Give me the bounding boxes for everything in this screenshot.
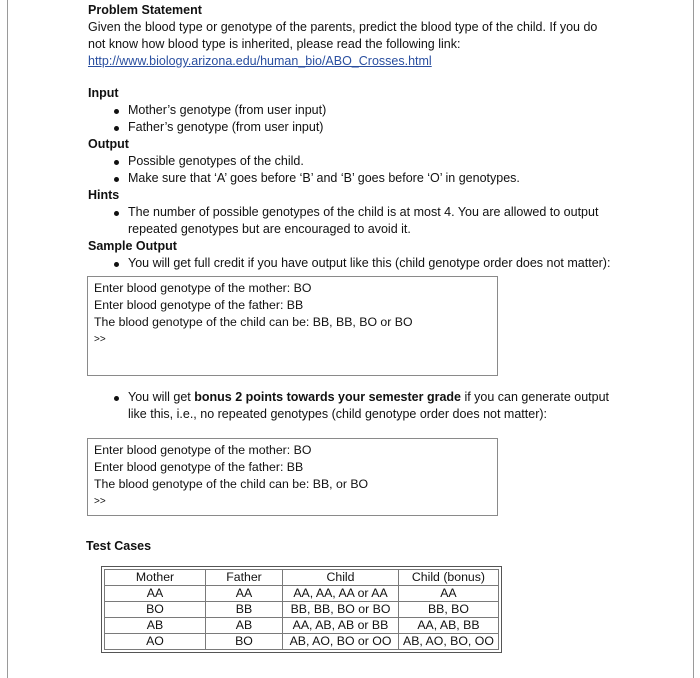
header-father: Father bbox=[206, 570, 283, 586]
table-header-row bbox=[105, 570, 499, 586]
sample-output-box-2 bbox=[87, 438, 498, 516]
bullet-icon bbox=[114, 262, 119, 267]
cell-child-bonus: AA bbox=[399, 586, 499, 602]
sample-bullet-2-line-2: like this, i.e., no repeated genotypes (child genotype order does not matter): bbox=[128, 407, 547, 421]
header-child: Child bbox=[283, 570, 399, 586]
bullet-icon bbox=[114, 109, 119, 114]
box1-line-father: Enter blood genotype of the father: BB bbox=[94, 298, 304, 312]
cell-father: BO bbox=[206, 634, 283, 650]
bullet-icon bbox=[114, 177, 119, 182]
sample-output-box-1 bbox=[87, 276, 498, 376]
bullet-icon bbox=[114, 211, 119, 216]
table-row bbox=[105, 602, 499, 618]
cell-child: AA, AA, AA or AA bbox=[283, 586, 399, 602]
table-row bbox=[105, 618, 499, 634]
sample-output-heading: Sample Output bbox=[88, 239, 177, 253]
box2-prompt: >> bbox=[94, 496, 106, 507]
cell-child-bonus: BB, BO bbox=[399, 602, 499, 618]
cell-child: BB, BB, BO or BO bbox=[283, 602, 399, 618]
table-row bbox=[105, 586, 499, 602]
abo-crosses-link[interactable]: http://www.biology.arizona.edu/human_bio/ABO_Crosses.html bbox=[88, 54, 432, 68]
input-heading: Input bbox=[88, 86, 119, 100]
box2-line-mother: Enter blood genotype of the mother: BO bbox=[94, 443, 312, 457]
bullet-icon bbox=[114, 160, 119, 165]
cell-mother: AA bbox=[105, 586, 206, 602]
output-heading: Output bbox=[88, 137, 129, 151]
header-child-bonus: Child (bonus) bbox=[399, 570, 499, 586]
output-item-genotypes: Possible genotypes of the child. bbox=[128, 154, 304, 168]
cell-child: AB, AO, BO or OO bbox=[283, 634, 399, 650]
bullet2-text-bold: bonus 2 points towards your semester grade bbox=[194, 390, 461, 404]
bullet2-text-pre: You will get bbox=[128, 390, 195, 404]
cell-father: BB bbox=[206, 602, 283, 618]
cell-father: AB bbox=[206, 618, 283, 634]
box1-line-mother: Enter blood genotype of the mother: BO bbox=[94, 281, 312, 295]
cell-child-bonus: AA, AB, BB bbox=[399, 618, 499, 634]
problem-statement-heading: Problem Statement bbox=[88, 3, 202, 17]
hints-line-2: repeated genotypes but are encouraged to avoid it. bbox=[128, 222, 411, 236]
cell-mother: AB bbox=[105, 618, 206, 634]
test-cases-table bbox=[104, 569, 499, 650]
input-item-mother: Mother’s genotype (from user input) bbox=[128, 103, 327, 117]
box2-line-child: The blood genotype of the child can be: BB, or BO bbox=[94, 477, 369, 491]
hints-heading: Hints bbox=[88, 188, 120, 202]
table-row bbox=[105, 634, 499, 650]
test-cases-heading: Test Cases bbox=[86, 539, 152, 553]
cell-child: AA, AB, AB or BB bbox=[283, 618, 399, 634]
sample-bullet-1: You will get full credit if you have output like this (child genotype order does not matter): bbox=[128, 256, 611, 270]
output-item-order: Make sure that ‘A’ goes before ‘B’ and ‘B’ goes before ‘O’ in genotypes. bbox=[128, 171, 520, 185]
cell-child-bonus: AB, AO, BO, OO bbox=[399, 634, 499, 650]
cell-mother: AO bbox=[105, 634, 206, 650]
sample-bullet-2 bbox=[128, 389, 609, 406]
box1-prompt: >> bbox=[94, 334, 106, 345]
bullet-icon bbox=[114, 126, 119, 131]
input-item-father: Father’s genotype (from user input) bbox=[128, 120, 324, 134]
box2-line-father: Enter blood genotype of the father: BB bbox=[94, 460, 304, 474]
box1-line-child: The blood genotype of the child can be: BB, BB, BO or BO bbox=[94, 315, 413, 329]
problem-line-1: Given the blood type or genotype of the parents, predict the blood type of the child. If you do bbox=[88, 20, 598, 34]
cell-father: AA bbox=[206, 586, 283, 602]
bullet-icon bbox=[114, 396, 119, 401]
cell-mother: BO bbox=[105, 602, 206, 618]
header-mother: Mother bbox=[105, 570, 206, 586]
bullet2-text-post: if you can generate output bbox=[460, 390, 610, 404]
problem-line-2: not know how blood type is inherited, please read the following link: bbox=[88, 37, 461, 51]
hints-line-1: The number of possible genotypes of the child is at most 4. You are allowed to output bbox=[128, 205, 599, 219]
